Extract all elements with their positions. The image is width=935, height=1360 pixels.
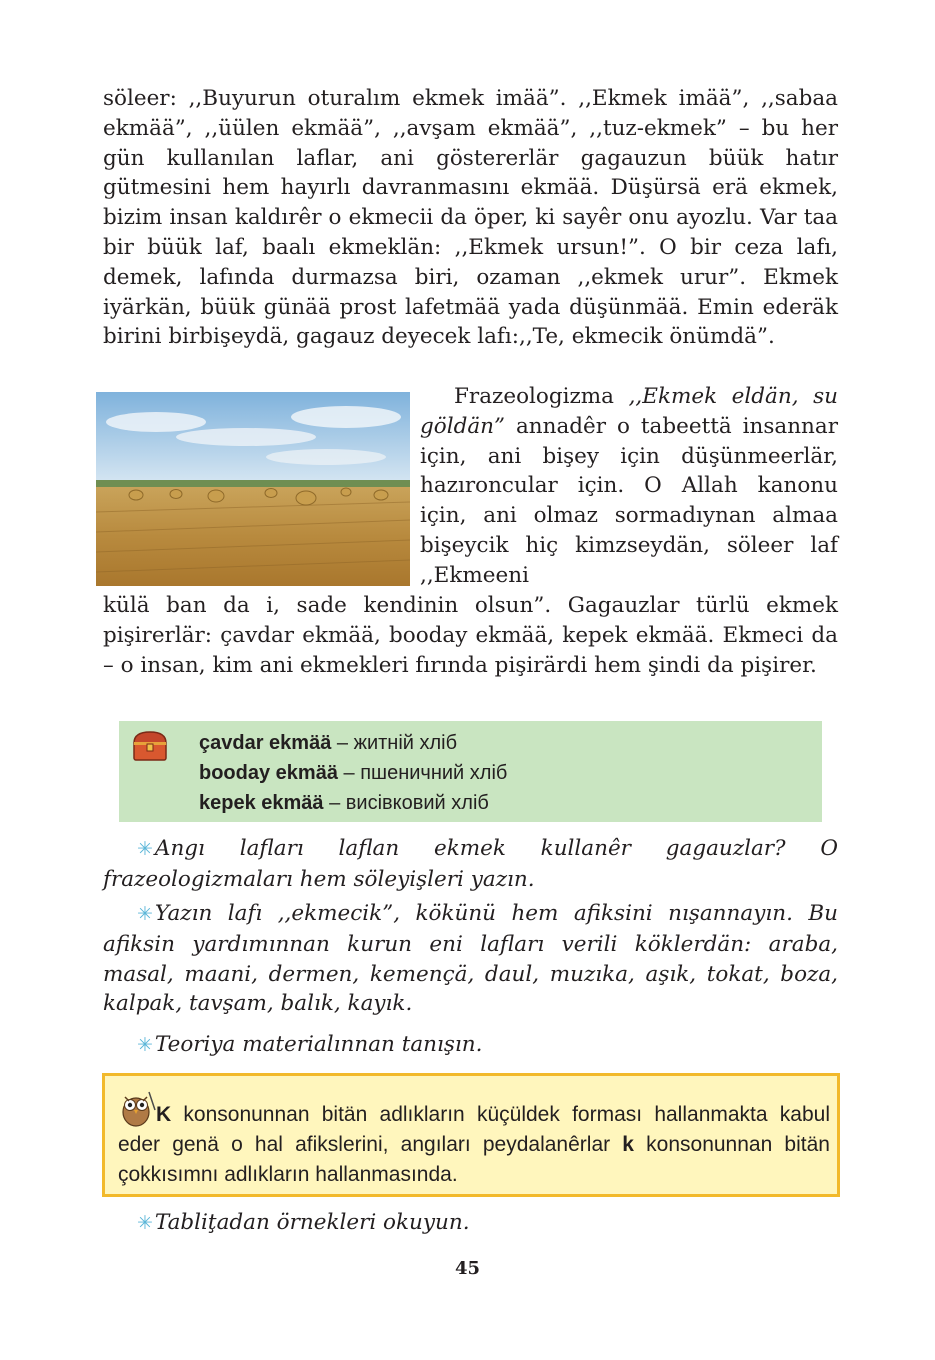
- treasure-chest-icon: [131, 729, 169, 763]
- vocab-term: çavdar ekmää: [199, 732, 332, 754]
- task-text: Yazın lafı ,,ekmecik”, kökünü hem afiksini nışannayın. Bu afiksin yardımınnan kurun eni lafları verili köklerdän: araba, masal, maani, dermen, kemençä, daul, muzıka, aşık, tokat, boza, kalpak, tavşam, balık, kayık.: [103, 901, 838, 1017]
- page-number: 45: [454, 1258, 481, 1279]
- asterisk-icon: ✳: [137, 903, 153, 925]
- intro-paragraph: söleer: ,,Buyurun oturalım ekmek imää”. ,,Ekmek imää”, ,,sabaa ekmää”, ,,üülen ekmää”, ,,avşam ekmää”, ,,tuz-ekmek” – bu her gün kullanılan laflar, ani göstererlär gagauzun büük hatır gütmesini hem hayırlı davranmasını ekmää. Düşürsä erä ekmek, bizim insan kaldırêr o ekmecii da öper, ki sayêr onu ayozlu. Var taa bir büük laf, baalı ekmeklän: ,,Ekmek ursun!”. O bir ceza lafı, demek, lafında durmazsa biri, ozaman ,,ekmek urur”. Ekmek iyärkän, büük günää prost lafetmää yada düşünmää. Emin ederäk birini birbişeydä, gagauz deyecek lafı:,,Te, ekmecik önümdä”.: [103, 86, 838, 350]
- theory-rule-box: [102, 1073, 840, 1197]
- task-text: Tabliţadan örnekleri okuyun.: [154, 1210, 470, 1235]
- hay-bales-field-photo: [96, 392, 410, 586]
- vocab-translation: – висівковий хліб: [329, 792, 489, 814]
- phraseology-lead: Frazeologizma: [454, 384, 615, 409]
- vocabulary-list: [199, 728, 507, 818]
- vocab-term: kepek ekmää: [199, 792, 324, 814]
- rule-text: [118, 1100, 830, 1190]
- vocab-item: [199, 788, 507, 818]
- task-text: Teoriya materialınnan tanışın.: [154, 1032, 483, 1057]
- task-3: [103, 1030, 838, 1061]
- vocab-item: [199, 758, 507, 788]
- phraseology-phrase: ,,Ekmek eldän, su göldän”: [420, 384, 838, 439]
- vocab-translation: – пшеничний хліб: [343, 762, 508, 784]
- task-1: [103, 834, 838, 895]
- rule-bold-letter: K: [156, 1103, 172, 1126]
- rule-text-part: konsonunnan bitän adlıkların küçüldek forması hallanmakta kabul eder genä o hal afikslerini, angıları peydalanêrlar: [118, 1103, 830, 1156]
- rule-bold-letter: k: [622, 1133, 634, 1156]
- task-2: [103, 899, 838, 1019]
- asterisk-icon: ✳: [137, 1034, 153, 1056]
- task-text: Angı lafları laflan ekmek kullanêr gagauzlar? O frazeologizmaları hem söleyişleri yazın.: [103, 836, 838, 892]
- final-task: [103, 1208, 838, 1239]
- vocab-translation: – житній хліб: [336, 732, 458, 754]
- vocab-term: booday ekmää: [199, 762, 338, 784]
- vocabulary-box: [119, 721, 822, 822]
- vocab-item: [199, 728, 507, 758]
- phraseology-paragraph: Frazeologizma ,,Ekmek eldän, su göldän” annadêr o tabeettä insannar için, ani bişey için düşünmeerlär, hazıroncular için. O Allah kanonu için, ani olmaz sormadıynan almaa bişeycik hiç kimzseydän, söleer laf ,,Ekmeeni: [420, 384, 838, 588]
- rule-text-part: konsonunnan bitän çokkısımnı adlıkların hallanmasında.: [118, 1133, 830, 1186]
- phraseology-continuation: külä ban da i, sade kendinin olsun”. Gagauzlar türlü ekmek pişirerlär: çavdar ekmää, booday ekmää, kepek ekmää. Ekmeci da – o insan, kim ani ekmekleri fırında pişirärdi hem şindi da pişirer.: [103, 593, 838, 678]
- asterisk-icon: ✳: [137, 838, 153, 860]
- asterisk-icon: ✳: [137, 1212, 153, 1234]
